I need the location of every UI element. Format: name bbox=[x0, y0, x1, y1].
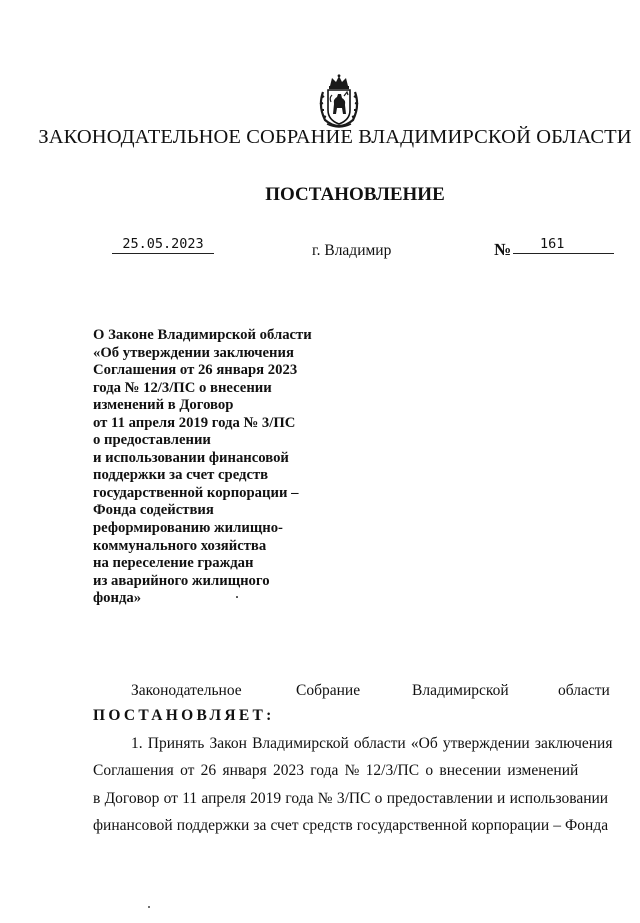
body-text-line: 1. Принять Закон Владимирской области «Об утверждении заключения bbox=[131, 735, 613, 752]
subject-line: на переселение граждан bbox=[93, 555, 254, 572]
preamble-word: Владимирской bbox=[412, 682, 509, 699]
preamble-word: Законодательное bbox=[131, 682, 242, 699]
preamble-word: Собрание bbox=[296, 682, 361, 699]
subject-line: от 11 апреля 2019 года № 3/ПС bbox=[93, 414, 296, 431]
subject-line: государственной корпорации – bbox=[93, 484, 299, 501]
subject-line: реформированию жилищно- bbox=[93, 520, 283, 537]
preamble-word: области bbox=[558, 682, 610, 699]
subject-line: коммунального хозяйства bbox=[93, 537, 267, 554]
subject-line: о предоставлении bbox=[93, 432, 211, 449]
scan-speck bbox=[236, 596, 238, 598]
coat-of-arms-icon bbox=[317, 74, 361, 128]
subject-title bbox=[93, 327, 353, 608]
subject-line: фонда» bbox=[93, 590, 142, 607]
document-number: 161 bbox=[513, 236, 614, 254]
scan-speck bbox=[148, 906, 150, 908]
subject-line: года № 12/3/ПС о внесении bbox=[93, 379, 272, 396]
subject-line: «Об утверждении заключения bbox=[93, 344, 294, 361]
subject-line: из аварийного жилищного bbox=[93, 572, 270, 589]
subject-line: изменений в Договор bbox=[93, 397, 234, 414]
resolves-heading: ПОСТАНОВЛЯЕТ: bbox=[93, 707, 275, 724]
subject-line: О Законе Владимирской области bbox=[93, 327, 312, 343]
body-text-line: Соглашения от 26 января 2023 года № 12/3/ПС о внесении изменений bbox=[93, 762, 579, 779]
organization-title: ЗАКОНОДАТЕЛЬНОЕ СОБРАНИЕ ВЛАДИМИРСКОЙ ОБЛАСТИ bbox=[38, 126, 632, 148]
body-text-line: финансовой поддержки за счет средств государственной корпорации – Фонда bbox=[93, 817, 609, 834]
body-text-line: в Договор от 11 апреля 2019 года № 3/ПС о предоставлении и использовании bbox=[93, 790, 609, 807]
subject-line: и использовании финансовой bbox=[93, 449, 289, 466]
document-date: 25.05.2023 bbox=[112, 236, 214, 254]
subject-line: поддержки за счет средств bbox=[93, 467, 269, 484]
subject-line: Фонда содействия bbox=[93, 502, 214, 519]
document-type: ПОСТАНОВЛЕНИЕ bbox=[265, 184, 445, 205]
subject-line: Соглашения от 26 января 2023 bbox=[93, 362, 298, 379]
number-sign: № bbox=[494, 240, 512, 259]
document-city: г. Владимир bbox=[312, 242, 392, 259]
